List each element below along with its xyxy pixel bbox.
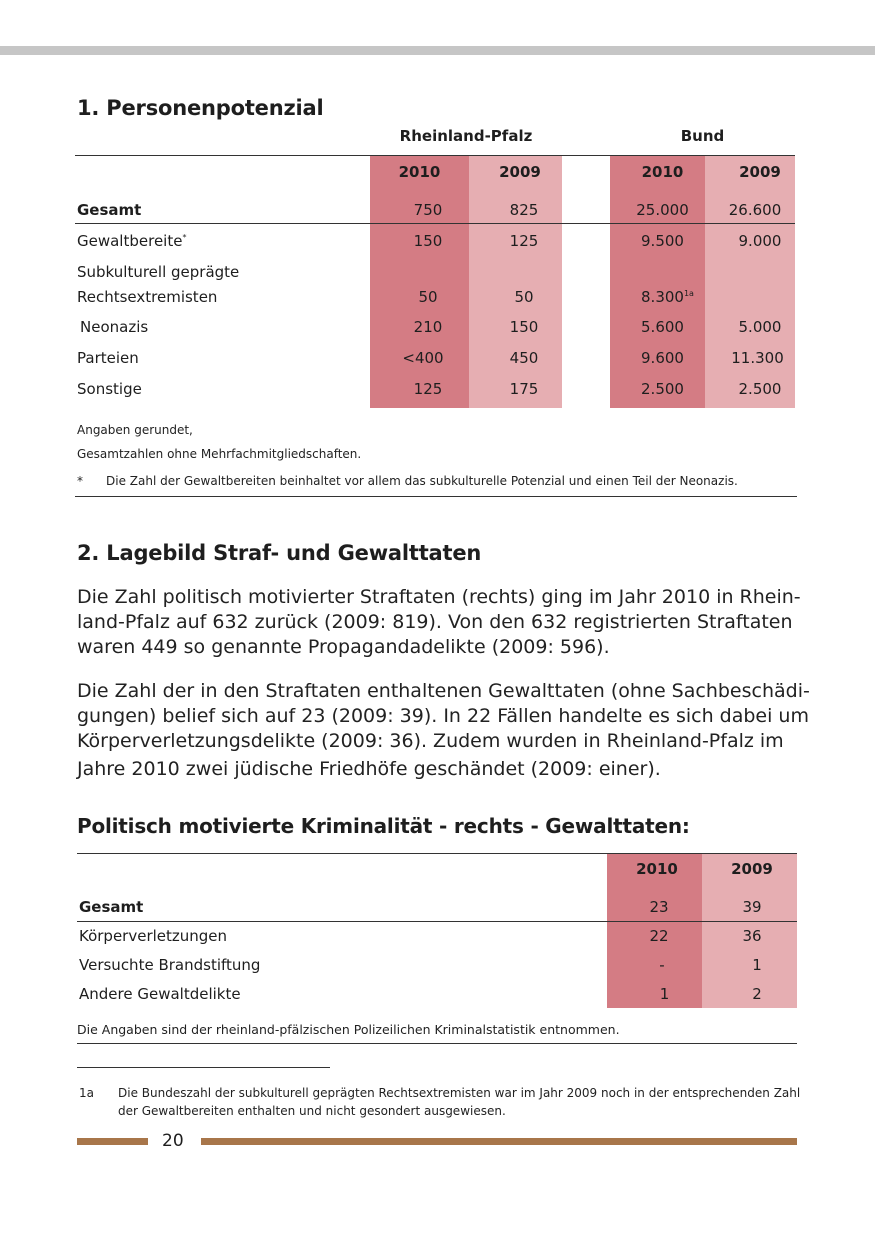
page-number: 20 bbox=[162, 1131, 184, 1151]
table-cell: 5.600 bbox=[641, 318, 684, 336]
table1-bottom-rule bbox=[75, 496, 797, 497]
table2-bottom-rule bbox=[77, 1043, 797, 1044]
table1-footnote-marker: * bbox=[77, 474, 83, 488]
table-cell: 150 bbox=[509, 318, 539, 336]
row-label: Neonazis bbox=[80, 318, 149, 336]
row-label: Parteien bbox=[77, 349, 139, 367]
table-cell: 11.300 bbox=[731, 349, 784, 367]
table-cell: <400 bbox=[402, 349, 444, 367]
table-cell: 39 bbox=[742, 898, 762, 916]
year-header: 2010 bbox=[398, 163, 441, 181]
section1-heading: 1. Personenpotenzial bbox=[77, 96, 324, 120]
table-cell: 9.000 bbox=[738, 232, 782, 250]
table-cell: 1 bbox=[752, 956, 762, 974]
group-header-bund: Bund bbox=[680, 127, 725, 145]
table-cell: 9.500 bbox=[641, 232, 684, 250]
table1-header-rule bbox=[75, 223, 795, 224]
bund-2010-column bbox=[610, 156, 705, 408]
table-cell: 175 bbox=[509, 380, 539, 398]
footer-bar-left bbox=[77, 1138, 148, 1145]
paragraph-1: Die Zahl politisch motivierter Straftaten (rechts) ging im Jahr 2010 in Rhein- land-Pfalz auf 632 zurück (2009: 819). Von den 632 registrierten Straftaten waren 449 so genannte Propagandadelikte (2009: 596). bbox=[77, 586, 801, 658]
row-label: Gesamt bbox=[79, 898, 144, 916]
row-label-line2: Rechtsextremisten bbox=[77, 288, 218, 306]
year-header: 2010 bbox=[641, 163, 684, 181]
footnote-text-line1: Die Bundeszahl der subkulturell geprägten Rechtsextremisten war im Jahr 2009 noch in der entsprechenden Zahl bbox=[118, 1086, 801, 1100]
footnote-text-line2: der Gewaltbereiten enthalten und nicht gesondert ausgewiesen. bbox=[118, 1104, 506, 1118]
table-cell: 2.500 bbox=[738, 380, 782, 398]
table-cell: $8.300^{1a}$ bbox=[641, 288, 694, 306]
row-label: Körperverletzungen bbox=[79, 927, 228, 945]
bund-2009-column bbox=[705, 156, 795, 408]
table-cell: 50 bbox=[418, 288, 438, 306]
table-cell: 23 bbox=[649, 898, 669, 916]
year-header: 2009 bbox=[731, 860, 773, 878]
row-label: Gesamt bbox=[77, 201, 142, 219]
row-label: Andere Gewaltdelikte bbox=[79, 985, 241, 1003]
table-cell: 1 bbox=[659, 985, 670, 1003]
footnote-marker: 1a bbox=[79, 1086, 94, 1100]
table-cell: 2.500 bbox=[641, 380, 684, 398]
row-label: Sonstige bbox=[77, 380, 142, 398]
table-cell: 9.600 bbox=[641, 349, 684, 367]
table2-source-note: Die Angaben sind der rheinland-pfälzischen Polizeilichen Kriminalstatistik entnommen. bbox=[77, 1022, 620, 1037]
footnote-separator bbox=[77, 1067, 330, 1068]
table-cell: 22 bbox=[649, 927, 669, 945]
section3-heading: Politisch motivierte Kriminalität - rechts - Gewalttaten: bbox=[77, 814, 690, 838]
table-cell: 125 bbox=[413, 380, 443, 398]
table-cell: 125 bbox=[509, 232, 539, 250]
table-cell: 825 bbox=[509, 201, 539, 219]
top-rule bbox=[0, 46, 875, 55]
table-cell: - bbox=[659, 956, 665, 974]
year-header: 2010 bbox=[636, 860, 678, 878]
rlp-2009-column bbox=[469, 156, 562, 408]
rlp-2010-column bbox=[370, 156, 469, 408]
table-cell: 150 bbox=[413, 232, 443, 250]
table-cell: 50 bbox=[514, 288, 534, 306]
table1-note: Angaben gerundet, bbox=[77, 423, 193, 437]
footer-bar-right bbox=[201, 1138, 797, 1145]
table-cell: 750 bbox=[413, 201, 443, 219]
table-cell: 25.000 bbox=[636, 201, 689, 219]
table1-note: Gesamtzahlen ohne Mehrfachmitgliedschaften. bbox=[77, 447, 362, 461]
year-header: 2009 bbox=[739, 163, 781, 181]
row-label: Gewaltbereite* bbox=[77, 232, 187, 250]
table2-header-rule bbox=[77, 921, 797, 922]
row-label: Versuchte Brandstiftung bbox=[79, 956, 261, 974]
table-cell: 450 bbox=[509, 349, 539, 367]
row-label-line1: Subkulturell geprägte bbox=[77, 263, 240, 281]
year-header: 2009 bbox=[499, 163, 541, 181]
table-cell: 36 bbox=[742, 927, 762, 945]
table-cell: 5.000 bbox=[738, 318, 782, 336]
section2-heading: 2. Lagebild Straf- und Gewalttaten bbox=[77, 541, 482, 565]
table-cell: 2 bbox=[752, 985, 762, 1003]
table-cell: 210 bbox=[413, 318, 443, 336]
table-cell: 26.600 bbox=[728, 201, 782, 219]
group-header-rlp: Rheinland-Pfalz bbox=[399, 127, 533, 145]
paragraph-2: Die Zahl der in den Straftaten enthaltenen Gewalttaten (ohne Sachbeschädi- gungen) belief sich auf 23 (2009: 39). In 22 Fällen handelte es sich dabei um Körperverletzungsdelikte (2009: 36). Zudem wurden in Rheinland-Pfalz im Jahre 2010 zwei jüdische Friedhöfe geschändet (2009: einer). bbox=[77, 680, 810, 780]
table1-footnote-text: Die Zahl der Gewaltbereiten beinhaltet vor allem das subkulturelle Potenzial und einen Teil der Neonazis. bbox=[106, 474, 738, 488]
